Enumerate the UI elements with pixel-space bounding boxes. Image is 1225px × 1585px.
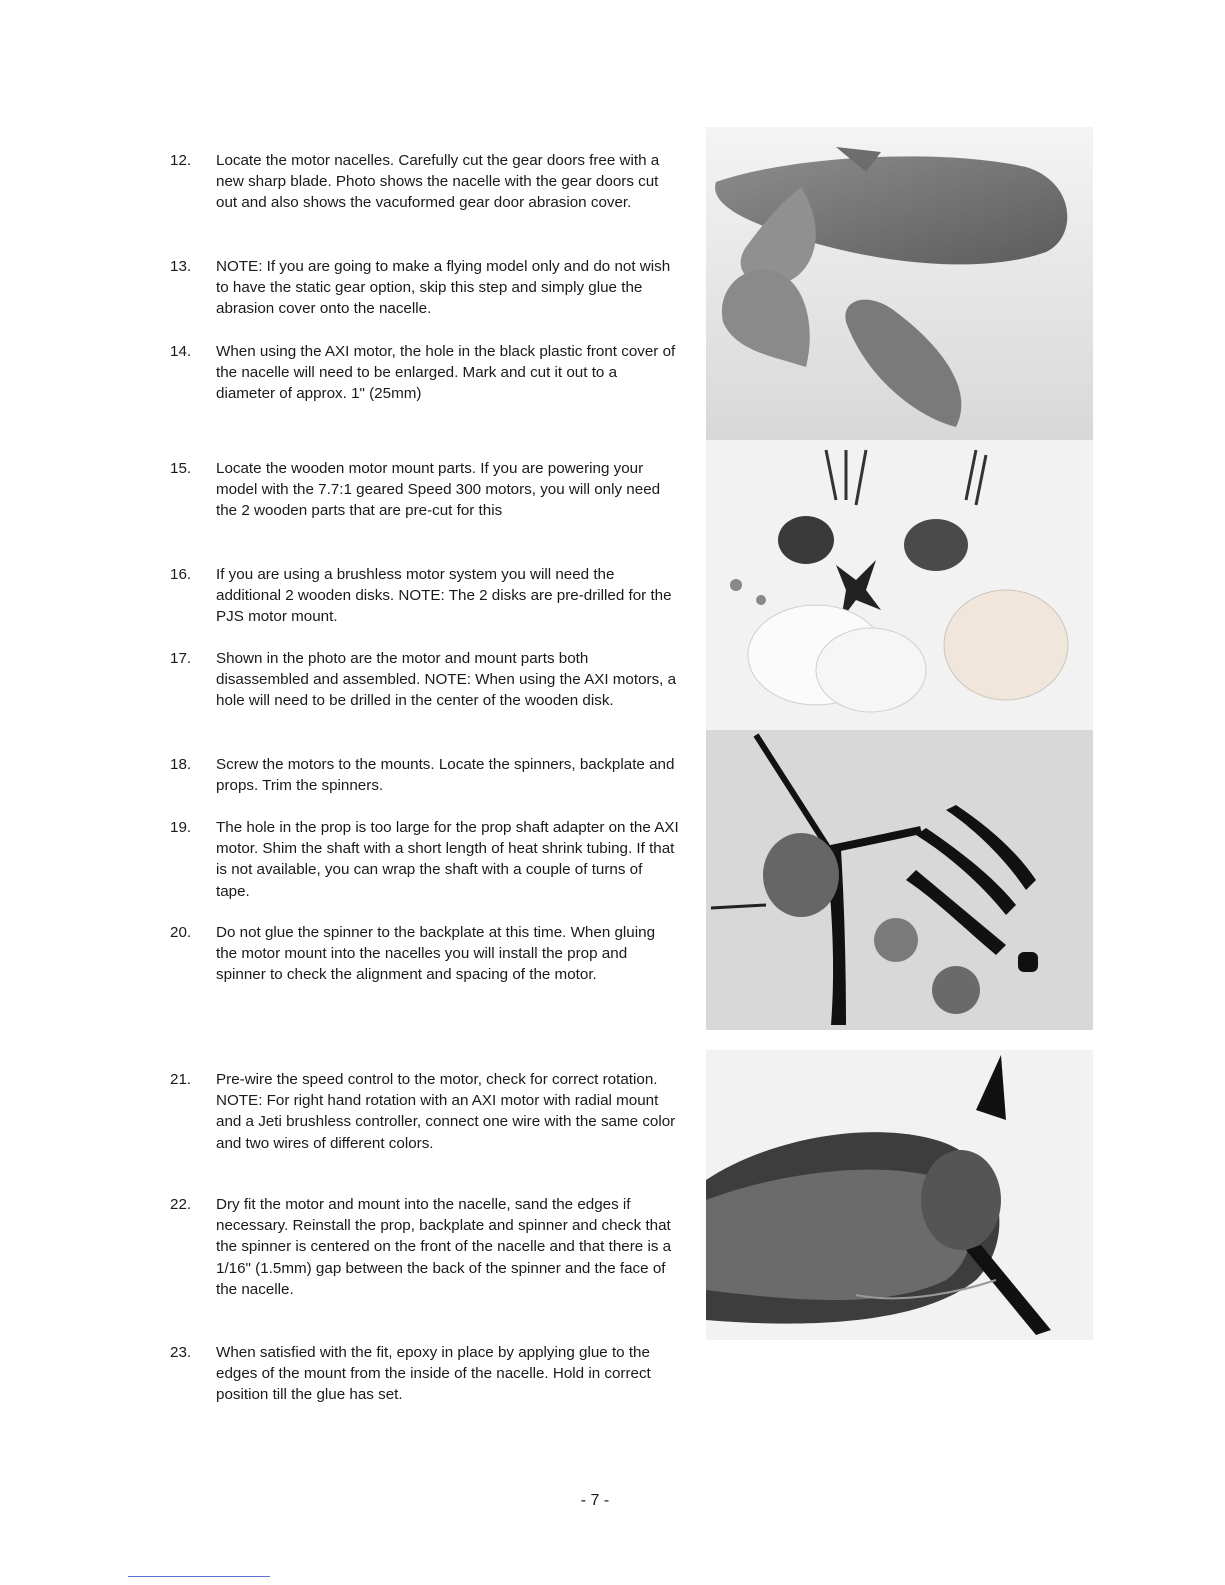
step-number: 20. (170, 924, 192, 941)
nacelle-photo (706, 127, 1093, 440)
page-number: - 7 - (580, 1492, 610, 1509)
step-text: If you are using a brushless motor system you will need the additional 2 wooden disks. NOTE: The 2 disks are pre-drilled for the PJS motor mount. (216, 566, 672, 626)
step-text: Locate the motor nacelles. Carefully cut the gear doors free with a new sharp blade. Photo shows the nacelle with the gear doors cut out and also shows the vacuformed gear door abrasion cover. (216, 152, 660, 212)
assembled-nacelle-photo (706, 1050, 1093, 1340)
nacelle-image (706, 127, 1093, 440)
step-14 (170, 341, 680, 405)
step-18 (170, 754, 680, 796)
step-15 (170, 458, 680, 522)
step-19 (170, 817, 680, 902)
props-spinners-image (706, 730, 1093, 1030)
step-number: 15. (170, 460, 192, 477)
step-text: When using the AXI motor, the hole in the black plastic front cover of the nacelle will need to be enlarged. Mark and cut it out to a diameter of approx. 1" (25mm) (216, 343, 676, 403)
step-number: 16. (170, 566, 192, 583)
props-spinners-photo (706, 730, 1093, 1030)
scan-edge-line (128, 1576, 270, 1577)
step-text: Dry fit the motor and mount into the nacelle, sand the edges if necessary. Reinstall the prop, backplate and spinner and check that the spinner is centered on the front of the nacelle and that there is a 1/16" (1.5mm) gap between the back of the spinner and the face of the nacelle. (216, 1196, 672, 1298)
step-text: The hole in the prop is too large for the prop shaft adapter on the AXI motor. Shim the shaft with a short length of heat shrink tubing. If that is not available, you can wrap the shaft with a couple of turns of tape. (216, 819, 679, 900)
step-number: 18. (170, 756, 192, 773)
step-text: NOTE: If you are going to make a flying model only and do not wish to have the static gear option, skip this step and simply glue the abrasion cover onto the nacelle. (216, 258, 671, 318)
step-23 (170, 1342, 680, 1406)
step-text: When satisfied with the fit, epoxy in place by applying glue to the edges of the mount from the inside of the nacelle. Hold in correct position till the glue has set. (216, 1344, 651, 1404)
step-number: 19. (170, 819, 192, 836)
step-12 (170, 150, 680, 214)
step-number: 21. (170, 1071, 192, 1088)
step-text: Pre-wire the speed control to the motor, check for correct rotation. NOTE: For right hand rotation with an AXI motor with radial mount and a Jeti brushless controller, connect one wire with the same color and two wires of different colors. (216, 1071, 676, 1152)
step-number: 12. (170, 152, 192, 169)
step-number: 17. (170, 650, 192, 667)
step-16 (170, 564, 680, 628)
step-21 (170, 1069, 680, 1154)
step-22 (170, 1194, 680, 1300)
step-20 (170, 922, 680, 986)
step-number: 13. (170, 258, 192, 275)
step-number: 22. (170, 1196, 192, 1213)
step-text: Shown in the photo are the motor and mount parts both disassembled and assembled. NOTE: When using the AXI motors, a hole will need to be drilled in the center of the wooden disk. (216, 650, 677, 710)
step-text: Screw the motors to the mounts. Locate the spinners, backplate and props. Trim the spinners. (216, 756, 675, 795)
motor-mount-image (706, 440, 1093, 730)
step-text: Do not glue the spinner to the backplate at this time. When gluing the motor mount into the nacelles you will install the prop and spinner to check the alignment and spacing of the motor. (216, 924, 656, 984)
step-number: 14. (170, 343, 192, 360)
step-text: Locate the wooden motor mount parts. If you are powering your model with the 7.7:1 geared Speed 300 motors, you will only need the 2 wooden parts that are pre-cut for this (216, 460, 661, 520)
assembled-nacelle-image (706, 1050, 1093, 1340)
step-13 (170, 256, 680, 320)
step-17 (170, 648, 680, 712)
motor-mount-photo (706, 440, 1093, 730)
step-number: 23. (170, 1344, 192, 1361)
